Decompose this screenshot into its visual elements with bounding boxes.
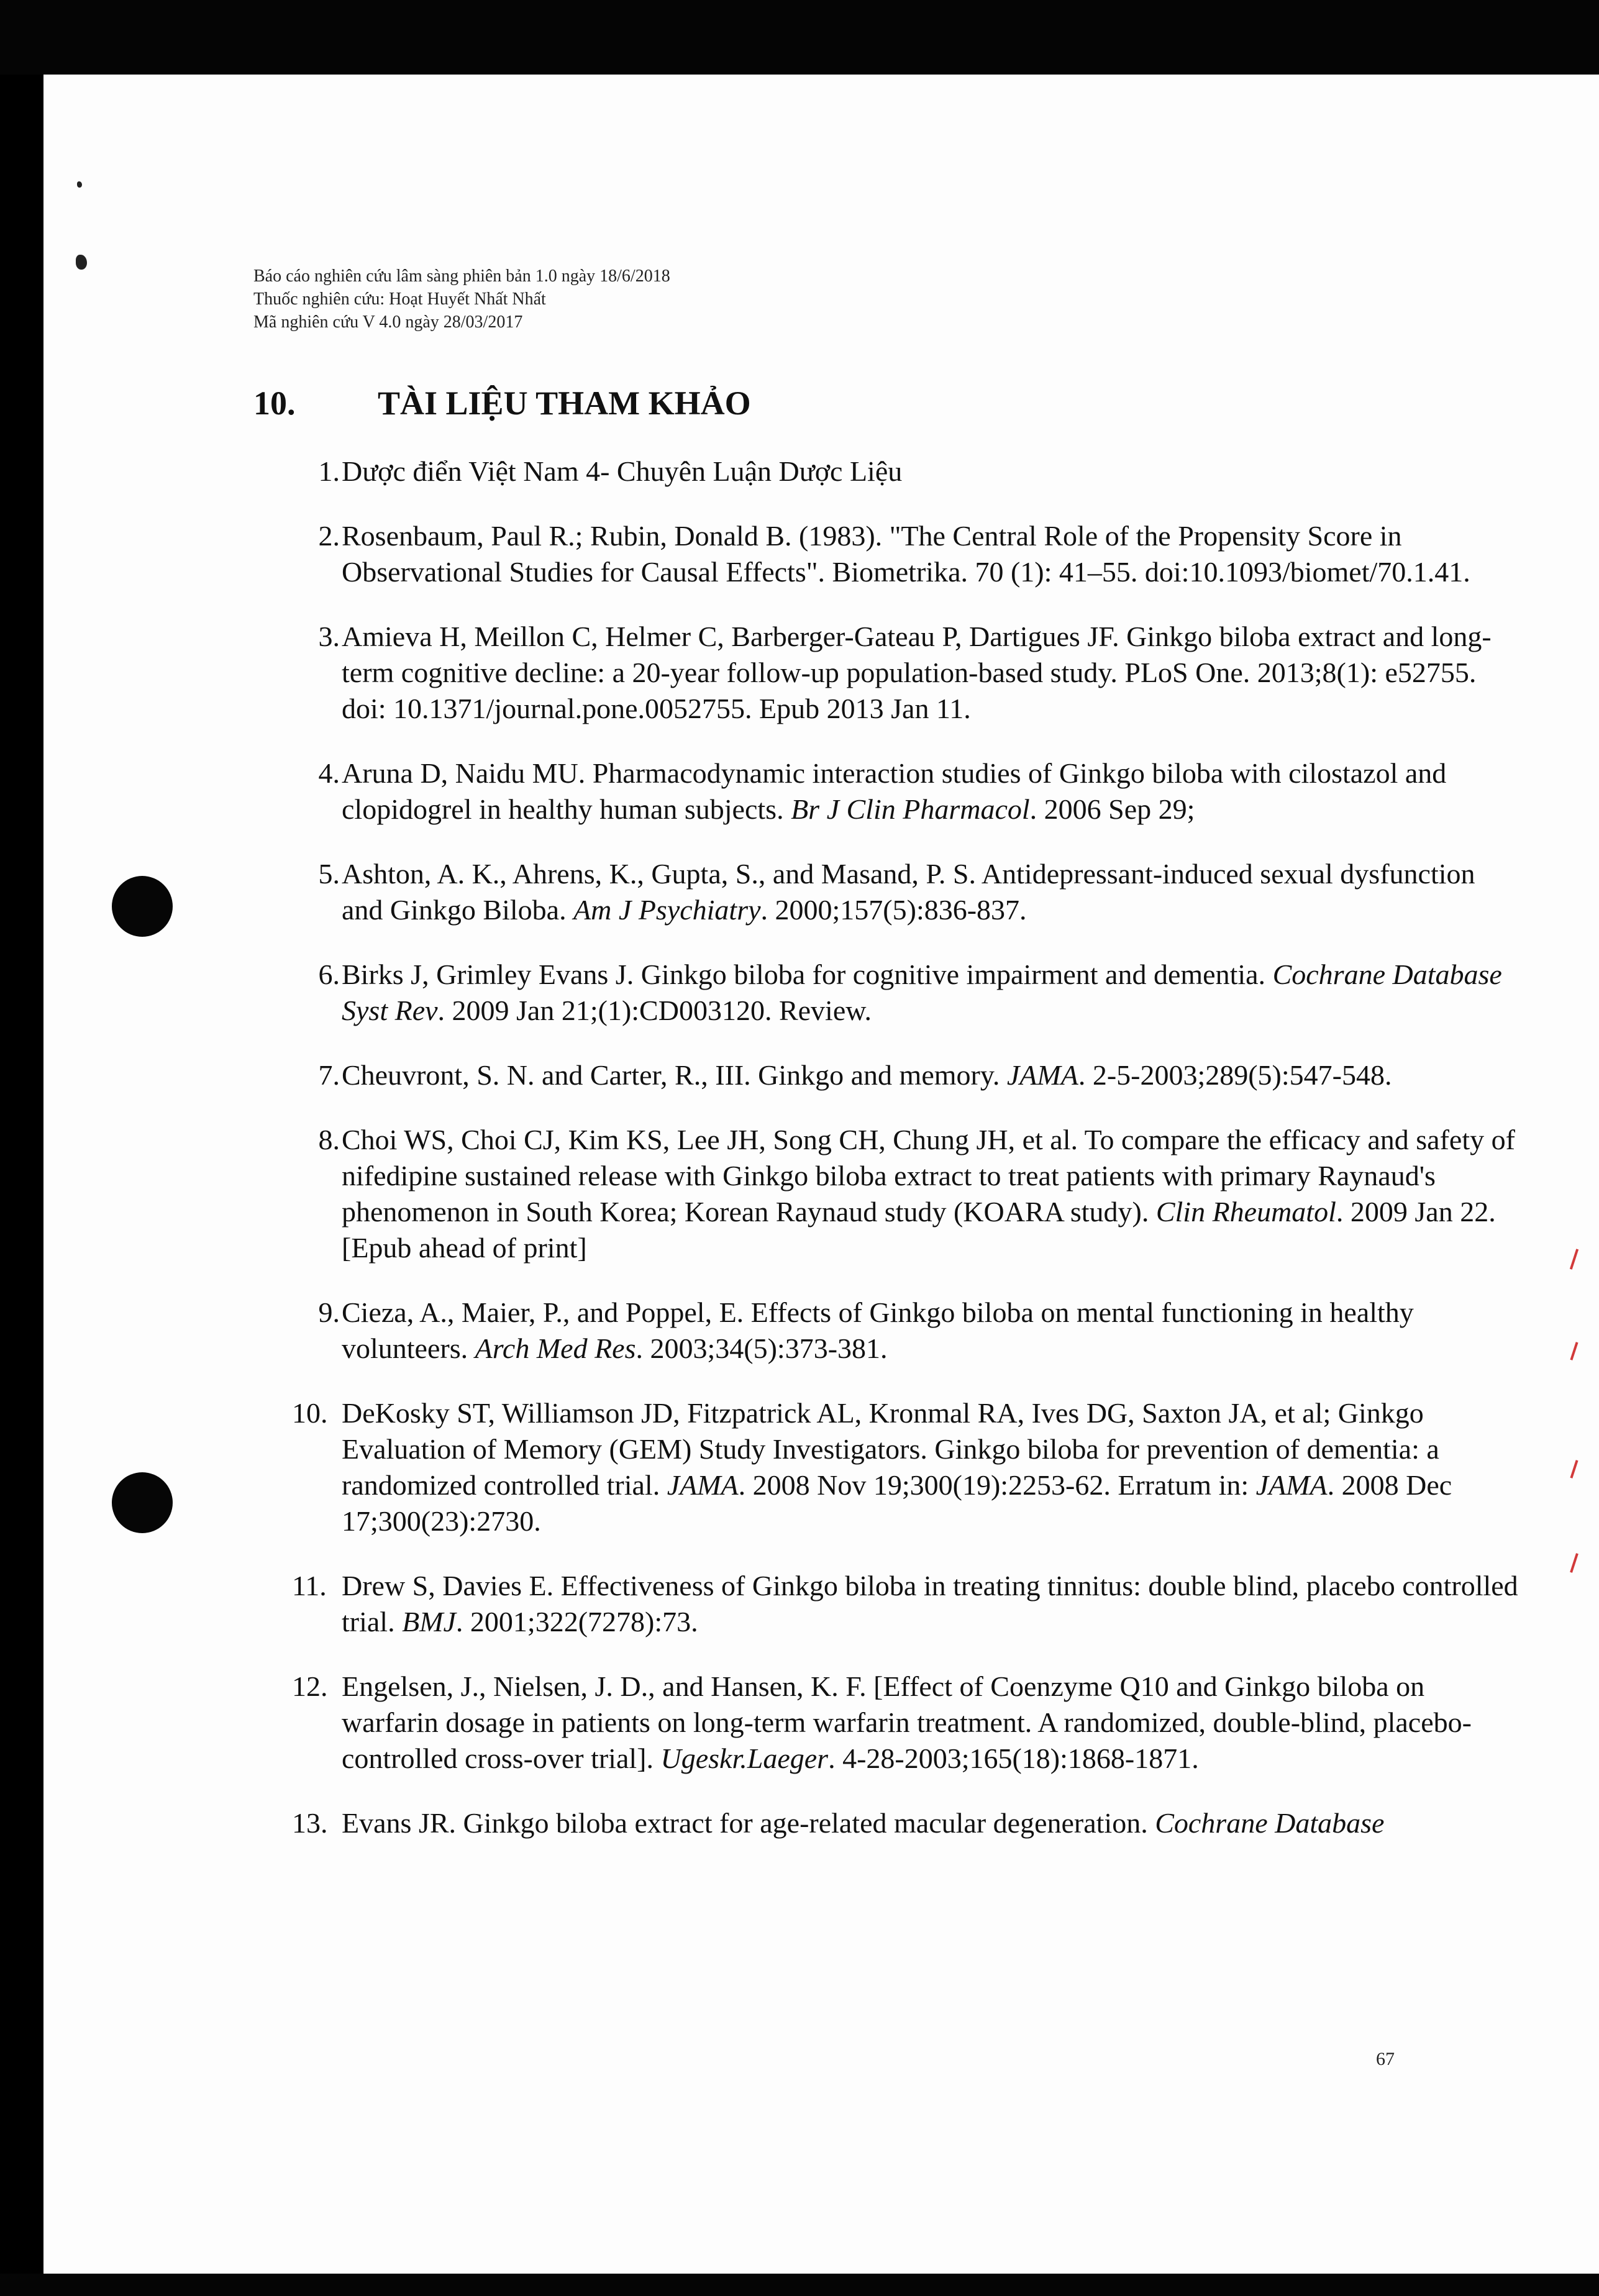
reference-segment: . 2006 Sep 29;: [1029, 793, 1195, 825]
reference-segment: . 2009 Jan 21;(1):CD003120. Review.: [437, 995, 872, 1026]
reference-number: 3.: [318, 621, 340, 652]
reference-item: [43, 1057, 1522, 1093]
header-line: Mã nghiên cứu V 4.0 ngày 28/03/2017: [253, 312, 523, 332]
reference-item: [43, 1568, 1522, 1640]
reference-text: [342, 959, 1502, 1026]
journal-title: Clin Rheumatol: [1155, 1196, 1336, 1228]
reference-text: [342, 1124, 1515, 1264]
reference-segment: Cieza, A., Maier, P., and Poppel, E. Effects of Ginkgo biloba on mental functioning in healthy volunteers.: [342, 1296, 1414, 1364]
reference-text: [342, 858, 1475, 926]
reference-segment: Rosenbaum, Paul R.; Rubin, Donald B. (1983). "The Central Role of the Propensity Score in Observational Studies for Causal Effects". Biometrika. 70 (1): 41–55. doi:10.1093/biomet/70.1.41.: [342, 520, 1470, 588]
reference-number: 11.: [292, 1570, 327, 1601]
reference-number: 8.: [318, 1124, 340, 1155]
reference-text: [342, 757, 1446, 825]
reference-item: [43, 453, 1522, 490]
journal-title: Br J Clin Pharmacol: [791, 793, 1030, 825]
journal-title: Cochrane Database: [1155, 1807, 1385, 1839]
reference-segment: Engelsen, J., Nielsen, J. D., and Hansen, K. F. [Effect of Coenzyme Q10 and Ginkgo biloba on warfarin dosage in patients on long-term warfarin treatment. A randomized, double-blind, placebo-controlled cross-over trial].: [342, 1670, 1472, 1774]
journal-title: Ugeskr.Laeger: [660, 1742, 829, 1774]
reference-number: 9.: [318, 1296, 340, 1328]
scan-border-bottom: [0, 2274, 1599, 2296]
reference-item: [43, 755, 1522, 827]
reference-text: [342, 1296, 1414, 1364]
reference-segment: Choi WS, Choi CJ, Kim KS, Lee JH, Song CH, Chung JH, et al. To compare the efficacy and safety of nifedipine sustained release with Ginkgo biloba extract to treat patients with primary Raynaud's phenomenon in South Korea; Korean Raynaud study (KOARA study).: [342, 1124, 1515, 1228]
reference-number: 5.: [318, 858, 340, 890]
reference-number: 10.: [292, 1397, 328, 1429]
reference-text: [342, 1570, 1518, 1638]
reference-segment: . 2001;322(7278):73.: [455, 1606, 698, 1638]
reference-item: [43, 1295, 1522, 1367]
reference-segment: Drew S, Davies E. Effectiveness of Ginkgo biloba in treating tinnitus: double blind, placebo controlled trial.: [342, 1570, 1518, 1638]
journal-title: JAMA: [667, 1469, 739, 1501]
scan-border-top: [0, 0, 1599, 75]
journal-title: JAMA: [1255, 1469, 1328, 1501]
reference-segment: Ashton, A. K., Ahrens, K., Gupta, S., and Masand, P. S. Antidepressant-induced sexual dysfunction and Ginkgo Biloba.: [342, 858, 1475, 926]
page-number: 67: [1376, 2049, 1395, 2069]
reference-segment: Amieva H, Meillon C, Helmer C, Barberger-Gateau P, Dartigues JF. Ginkgo biloba extract and long-term cognitive decline: a 20-year follow-up population-based study. PLoS One. 2013;8(1): e52755. doi: 10.1371/journal.pone.0052755. Epub 2013 Jan 11.: [342, 621, 1492, 724]
running-header: [253, 265, 670, 334]
reference-segment: Dược điển Việt Nam 4- Chuyên Luận Dược Liệu: [342, 455, 903, 487]
reference-segment: Evans JR. Ginkgo biloba extract for age-related macular degeneration.: [342, 1807, 1155, 1839]
journal-title: Am J Psychiatry: [573, 894, 761, 926]
reference-item: [43, 1395, 1522, 1539]
reference-number: 7.: [318, 1059, 340, 1091]
scan-speck: [77, 181, 82, 188]
reference-item: [43, 619, 1522, 727]
reference-item: [43, 518, 1522, 590]
reference-number: 12.: [292, 1670, 328, 1702]
reference-segment: . 2008 Nov 19;300(19):2253-62. Erratum in:: [738, 1469, 1256, 1501]
reference-segment: Cheuvront, S. N. and Carter, R., III. Ginkgo and memory.: [342, 1059, 1007, 1091]
reference-number: 1.: [318, 455, 340, 487]
reference-item: [43, 1122, 1522, 1266]
reference-number: 6.: [318, 959, 340, 990]
scan-speck: [76, 255, 87, 270]
reference-text: [342, 455, 902, 487]
reference-text: [342, 1807, 1384, 1839]
reference-segment: . 2009 Jan 22. [Epub ahead of print]: [342, 1196, 1496, 1264]
reference-segment: . 4-28-2003;165(18):1868-1871.: [828, 1742, 1199, 1774]
journal-title: BMJ: [402, 1606, 456, 1638]
reference-item: [43, 856, 1522, 928]
reference-segment: Aruna D, Naidu MU. Pharmacodynamic interaction studies of Ginkgo biloba with cilostazol and clopidogrel in healthy human subjects.: [342, 757, 1447, 825]
section-number: 10.: [253, 385, 296, 422]
journal-title: Arch Med Res: [475, 1332, 636, 1364]
reference-segment: . 2000;157(5):836-837.: [760, 894, 1027, 926]
journal-title: JAMA: [1006, 1059, 1078, 1091]
reference-text: [342, 1397, 1452, 1537]
section-heading: [253, 384, 751, 422]
reference-text: [342, 520, 1470, 588]
header-line: Thuốc nghiên cứu: Hoạt Huyết Nhất Nhất: [253, 289, 546, 309]
reference-segment: . 2008 Dec 17;300(23):2730.: [342, 1469, 1452, 1537]
reference-item: [43, 957, 1522, 1029]
reference-item: [43, 1669, 1522, 1777]
reference-segment: Birks J, Grimley Evans J. Ginkgo biloba for cognitive impairment and dementia.: [342, 959, 1273, 990]
reference-text: [342, 1059, 1392, 1091]
reference-segment: . 2003;34(5):373-381.: [636, 1332, 888, 1364]
reference-segment: . 2-5-2003;289(5):547-548.: [1078, 1059, 1392, 1091]
reference-text: [342, 1670, 1472, 1774]
reference-number: 4.: [318, 757, 340, 789]
reference-number: 13.: [292, 1807, 328, 1839]
document-page: [43, 75, 1599, 2274]
journal-title: Cochrane Database Syst Rev: [342, 959, 1502, 1026]
reference-number: 2.: [318, 520, 340, 552]
reference-text: [342, 621, 1492, 724]
reference-segment: DeKosky ST, Williamson JD, Fitzpatrick AL, Kronmal RA, Ives DG, Saxton JA, et al; Ginkgo Evaluation of Memory (GEM) Study Investigators. Ginkgo biloba for prevention of dementia: a randomized controlled trial.: [342, 1397, 1439, 1501]
section-title: TÀI LIỆU THAM KHẢO: [378, 385, 751, 422]
reference-list: [43, 453, 1599, 1870]
reference-item: [43, 1805, 1522, 1841]
header-line: Báo cáo nghiên cứu lâm sàng phiên bản 1.0 ngày 18/6/2018: [253, 266, 670, 286]
